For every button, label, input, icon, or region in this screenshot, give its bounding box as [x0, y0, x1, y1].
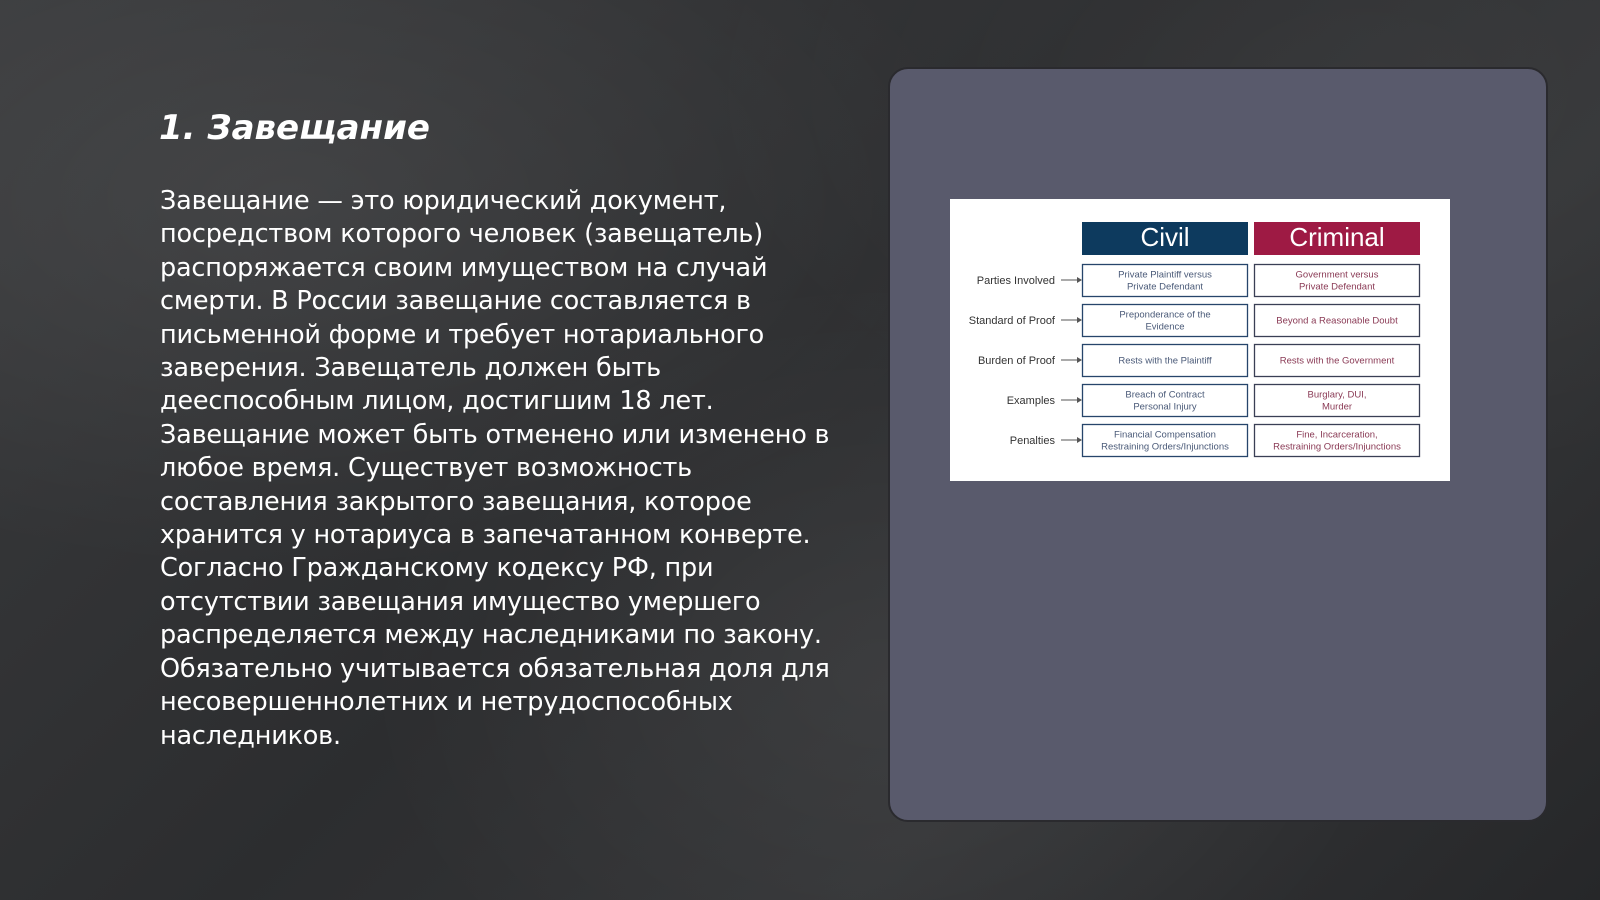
civil-header-label: Civil — [1140, 222, 1190, 252]
row-arrow-head — [1077, 277, 1082, 283]
criminal-cell-text: Burglary, DUI, — [1307, 389, 1367, 401]
criminal-cell-text: Restraining Orders/Injunctions — [1273, 441, 1401, 453]
slide-heading: 1. Завещание — [159, 108, 430, 148]
civil-cell-text: Private Defendant — [1126, 281, 1204, 293]
criminal-cell-text: Fine, Incarceration, — [1296, 429, 1378, 441]
civil-cell-text: Evidence — [1145, 321, 1185, 333]
criminal-cell-text: Rests with the Government — [1279, 355, 1395, 367]
civil-cell-text: Preponderance of the — [1119, 309, 1211, 321]
row-arrow-head — [1077, 317, 1082, 323]
row-label: Examples — [1006, 395, 1055, 407]
comparison-table-graphic — [950, 199, 1450, 481]
criminal-cell-text: Private Defendant — [1298, 281, 1376, 293]
row-arrow-head — [1077, 357, 1082, 363]
civil-cell-text: Breach of Contract — [1125, 389, 1205, 401]
civil-cell-text: Private Plaintiff versus — [1118, 269, 1212, 281]
criminal-cell-text: Murder — [1321, 401, 1353, 413]
civil-cell-text: Restraining Orders/Injunctions — [1101, 441, 1229, 453]
civil-cell-text: Rests with the Plaintiff — [1118, 355, 1212, 367]
criminal-header-label: Criminal — [1289, 222, 1385, 252]
row-label: Standard of Proof — [968, 315, 1055, 327]
row-arrow-head — [1077, 437, 1082, 443]
civil-cell-text: Personal Injury — [1133, 401, 1197, 413]
criminal-cell-text: Government versus — [1295, 269, 1379, 281]
civil-vs-criminal-figure — [950, 199, 1450, 481]
criminal-cell-text: Beyond a Reasonable Doubt — [1276, 315, 1398, 327]
row-label: Burden of Proof — [977, 355, 1055, 367]
row-arrow-head — [1077, 397, 1082, 403]
row-label: Penalties — [1009, 435, 1055, 447]
row-label: Parties Involved — [976, 275, 1055, 287]
civil-cell-text: Financial Compensation — [1114, 429, 1216, 441]
slide-paragraph: Завещание — это юридический документ, посредством которого человек (завещатель) распоряжается своим имуществом на случай смерти. В России завещание составляется в письменной форме и требует нотариального заверения. Завещатель должен быть дееспособным лицом, достигшим 18 лет. Завещание может быть отменено или изменено в любое время. Существует возможность составления закрытого завещания, которое хранится у нотариуса в запечатанном конверте. Согласно Гражданскому кодексу РФ, при отсутствии завещания имущество умершего распределяется между наследниками по закону. Обязательно учитывается обязательная доля для несовершеннолетних и нетрудоспособных наследников. — [160, 186, 830, 751]
